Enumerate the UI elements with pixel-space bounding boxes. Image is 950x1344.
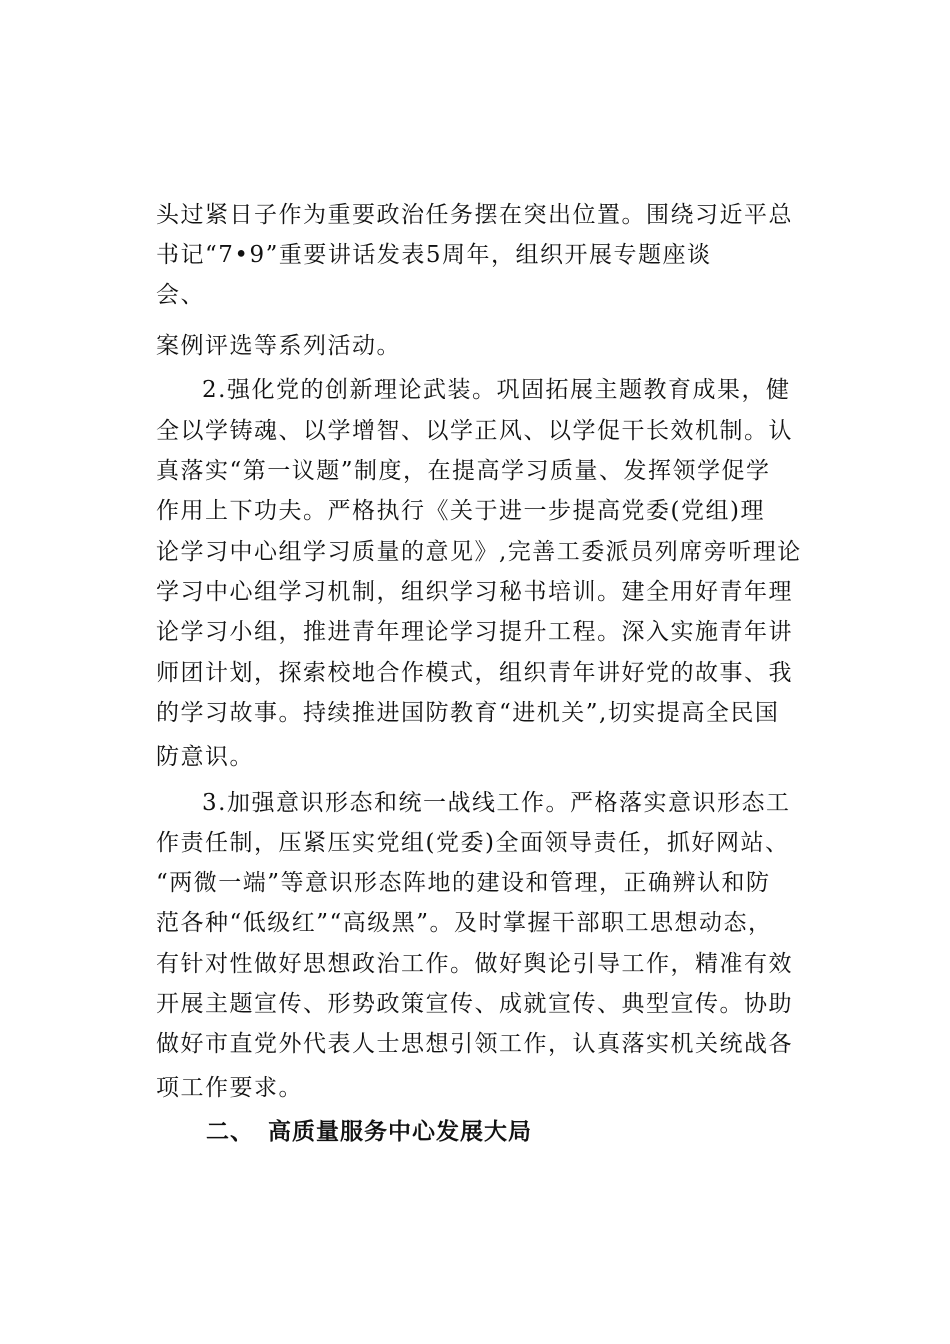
text-line: 3.加强意识形态和统一战线工作。严格落实意识形态工 [202, 790, 791, 816]
text-line: 会、 [156, 282, 205, 308]
text-line: 的学习故事。持续推进国防教育“进机关”,切实提高全民国 [156, 700, 780, 726]
text-line: 真落实“第一议题”制度，在提高学习质量、发挥领学促学 [156, 458, 771, 484]
text-line: 做好市直党外代表人士思想引领工作，认真落实机关统战各 [156, 1031, 793, 1057]
text-line: 师团计划，探索校地合作模式，组织青年讲好党的故事、我 [156, 660, 793, 686]
text-line: 学习中心组学习机制，组织学习秘书培训。建全用好青年理 [156, 579, 793, 605]
text-line: 案例评选等系列活动。 [156, 333, 401, 359]
text-line: 头过紧日子作为重要政治任务摆在突出位置。围绕习近平总 [156, 202, 793, 228]
text-line: 论学习小组，推进青年理论学习提升工程。深入实施青年讲 [156, 619, 793, 645]
text-line: 论学习中心组学习质量的意见》,完善工委派员列席旁听理论 [156, 539, 802, 565]
text-line: 作用上下功夫。严格执行《关于进一步提高党委(党组)理 [156, 498, 765, 524]
text-line: 有针对性做好思想政治工作。做好舆论引导工作，精准有效 [156, 951, 793, 977]
text-line: “两微一端”等意识形态阵地的建设和管理，正确辨认和防 [156, 870, 771, 896]
text-line: 开展主题宣传、形势政策宣传、成就宣传、典型宣传。协助 [156, 991, 793, 1017]
text-line: 全以学铸魂、以学增智、以学正风、以学促干长效机制。认 [156, 418, 793, 444]
text-line: 作责任制，压紧压实党组(党委)全面领导责任，抓好网站、 [156, 830, 790, 856]
section-number: 二、 [206, 1119, 254, 1145]
text-line: 书记“7•9”重要讲话发表5周年，组织开展专题座谈 [156, 242, 712, 268]
section-title: 高质量服务中心发展大局 [268, 1119, 532, 1145]
text-line: 2.强化党的创新理论武装。巩固拓展主题教育成果，健 [202, 377, 791, 403]
text-line: 防意识。 [156, 744, 254, 770]
text-line: 项工作要求。 [156, 1075, 303, 1101]
section-heading [206, 1117, 532, 1147]
text-line: 范各种“低级红”“高级黑”。及时掌握干部职工思想动态， [156, 910, 773, 936]
